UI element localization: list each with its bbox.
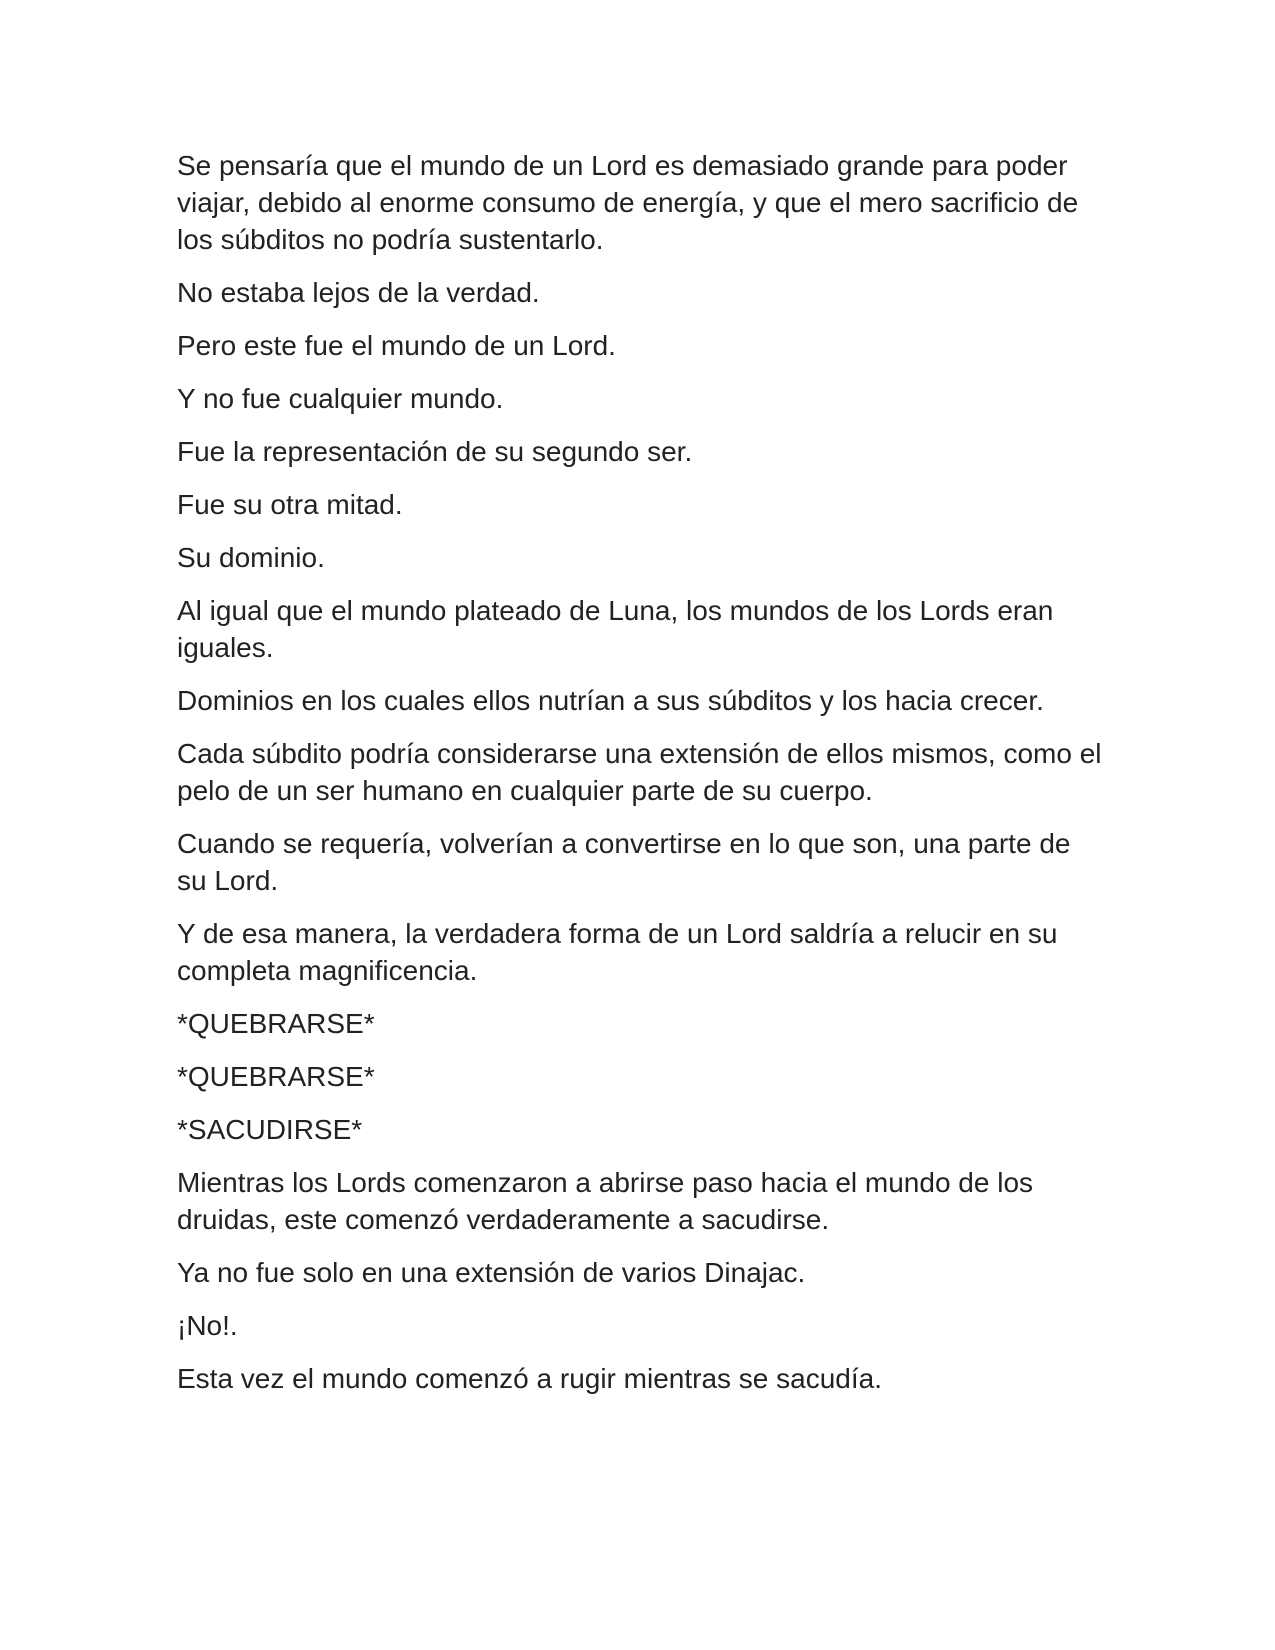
sound-effect: *QUEBRARSE*: [177, 1008, 375, 1039]
sound-effect: *QUEBRARSE*: [177, 1061, 375, 1092]
paragraph: Dominios en los cuales ellos nutrían a sus súbditos y los hacia crecer.: [177, 685, 1044, 716]
paragraph: Mientras los Lords comenzaron a abrirse paso hacia el mundo de los druidas, este comenzó verdaderamente a sacudirse.: [177, 1167, 1034, 1235]
paragraph: ¡No!.: [177, 1310, 238, 1341]
paragraph: Su dominio.: [177, 542, 325, 573]
paragraph: Pero este fue el mundo de un Lord.: [177, 330, 616, 361]
sound-effect: *SACUDIRSE*: [177, 1114, 363, 1145]
paragraph: Fue la representación de su segundo ser.: [177, 436, 693, 467]
paragraph: Esta vez el mundo comenzó a rugir mientras se sacudía.: [177, 1363, 883, 1394]
paragraph: Y no fue cualquier mundo.: [177, 383, 504, 414]
paragraph: Fue su otra mitad.: [177, 489, 403, 520]
paragraph: Ya no fue solo en una extensión de varios Dinajac.: [177, 1257, 806, 1288]
paragraph: Al igual que el mundo plateado de Luna, los mundos de los Lords eran iguales.: [177, 595, 1054, 663]
paragraph: Y de esa manera, la verdadera forma de un Lord saldría a relucir en su completa magnificencia.: [177, 918, 1058, 986]
paragraph: Cada súbdito podría considerarse una extensión de ellos mismos, como el pelo de un ser humano en cualquier parte de su cuerpo.: [177, 738, 1102, 806]
paragraph: No estaba lejos de la verdad.: [177, 277, 540, 308]
paragraph: Cuando se requería, volverían a convertirse en lo que son, una parte de su Lord.: [177, 828, 1071, 896]
paragraph: Se pensaría que el mundo de un Lord es demasiado grande para poder viajar, debido al enorme consumo de energía, y que el mero sacrificio de los súbditos no podría sustentarlo.: [177, 150, 1079, 255]
document-body: [177, 147, 1107, 1413]
